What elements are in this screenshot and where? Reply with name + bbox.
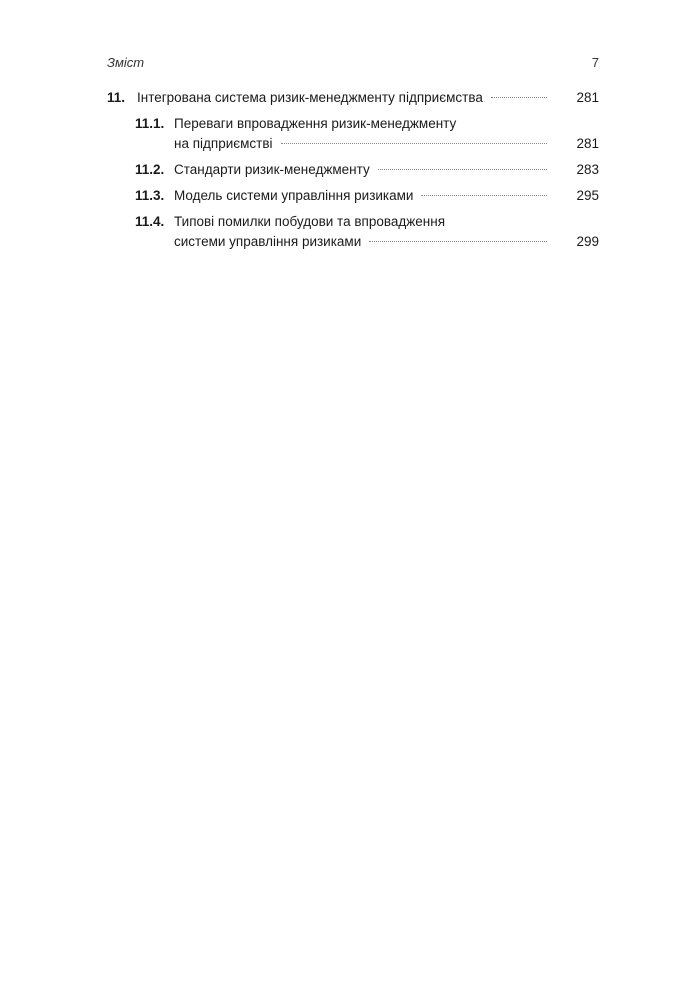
toc-entry-number: 11.1. [135, 116, 165, 131]
toc-entry-page: 299 [576, 234, 599, 249]
toc-entry-number: 11. [107, 90, 126, 105]
page-number: 7 [591, 55, 599, 70]
dot-leader [281, 143, 547, 144]
toc-entry-chapter-11 [107, 88, 599, 108]
toc-entry-title-line-1: Типові помилки побудови та впровадження [174, 214, 446, 229]
dot-leader [378, 169, 547, 170]
toc-entry-title: Інтегрована система ризик-менеджменту підприємства [137, 90, 483, 105]
toc-entry-title: Стандарти ризик-менеджменту [174, 162, 370, 177]
dot-leader [421, 195, 547, 196]
running-header-title: Зміст [107, 55, 145, 70]
toc-entry-11-1 [107, 114, 599, 154]
toc-entry-11-3 [107, 186, 599, 206]
dot-leader [369, 241, 547, 242]
toc-entry-title-line-2: на підприємстві [174, 136, 273, 151]
dot-leader [491, 97, 547, 98]
running-header [107, 55, 599, 73]
toc-entry-number: 11.3. [135, 188, 165, 203]
toc-entry-page: 281 [576, 90, 599, 105]
toc-entry-title-line-1: Переваги впровадження ризик-менеджменту [174, 116, 457, 131]
toc-entry-page: 281 [576, 136, 599, 151]
toc-entry-11-4 [107, 212, 599, 252]
toc-entry-title: Модель системи управління ризиками [174, 188, 414, 203]
toc-entry-title-line-2: системи управління ризиками [174, 234, 362, 249]
toc-entry-11-2 [107, 160, 599, 180]
toc-entry-page: 283 [576, 162, 599, 177]
toc-entry-page: 295 [576, 188, 599, 203]
toc-entry-number: 11.2. [135, 162, 165, 177]
table-of-contents [107, 88, 599, 258]
toc-entry-number: 11.4. [135, 214, 165, 229]
